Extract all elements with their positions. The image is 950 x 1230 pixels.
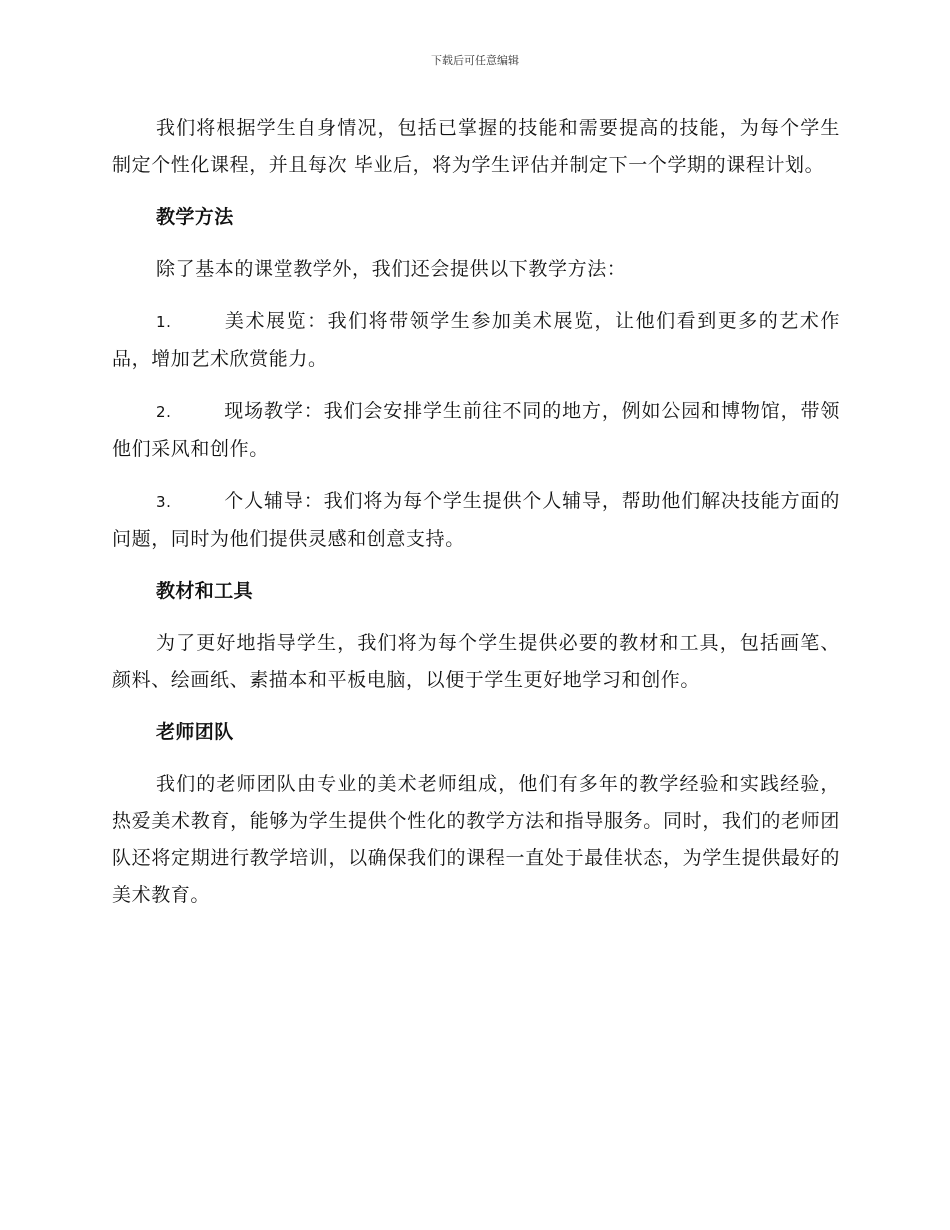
- list-number: 2.: [156, 403, 172, 421]
- list-text: 现场教学：我们会安排学生前往不同的地方，例如公园和博物馆，带领他们采风和创作。: [112, 400, 840, 460]
- list-item: [112, 393, 840, 468]
- list-item: [112, 303, 840, 378]
- list-text: 个人辅导：我们将为每个学生提供个人辅导，帮助他们解决技能方面的问题，同时为他们提供灵感和创意支持。: [112, 490, 840, 550]
- materials-paragraph: 为了更好地指导学生，我们将为每个学生提供必要的教材和工具，包括画笔、颜料、绘画纸、素描本和平板电脑，以便于学生更好地学习和创作。: [112, 632, 840, 691]
- list-number: 3.: [156, 493, 172, 511]
- list-text: 美术展览：我们将带领学生参加美术展览，让他们看到更多的艺术作品，增加艺术欣赏能力。: [112, 310, 840, 370]
- teachers-paragraph: 我们的老师团队由专业的美术老师组成，他们有多年的教学经验和实践经验，热爱美术教育，能够为学生提供个性化的教学方法和指导服务。同时，我们的老师团队还将定期进行教学培训，以确保我们的课程一直处于最佳状态，为学生提供最好的美术教育。: [112, 773, 840, 906]
- page-header: 下载后可任意编辑: [431, 54, 519, 67]
- heading-materials-tools: 教材和工具: [156, 580, 254, 602]
- heading-teacher-team: 老师团队: [156, 721, 234, 743]
- heading-teaching-methods: 教学方法: [156, 206, 234, 228]
- intro-paragraph: 我们将根据学生自身情况，包括已掌握的技能和需要提高的技能，为每个学生制定个性化课程，并且每次 毕业后，将为学生评估并制定下一个学期的课程计划。: [112, 117, 840, 176]
- list-item: [112, 483, 840, 558]
- document-body: [112, 110, 840, 929]
- methods-intro-paragraph: 除了基本的课堂教学外，我们还会提供以下教学方法：: [156, 258, 627, 280]
- list-number: 1.: [156, 313, 172, 331]
